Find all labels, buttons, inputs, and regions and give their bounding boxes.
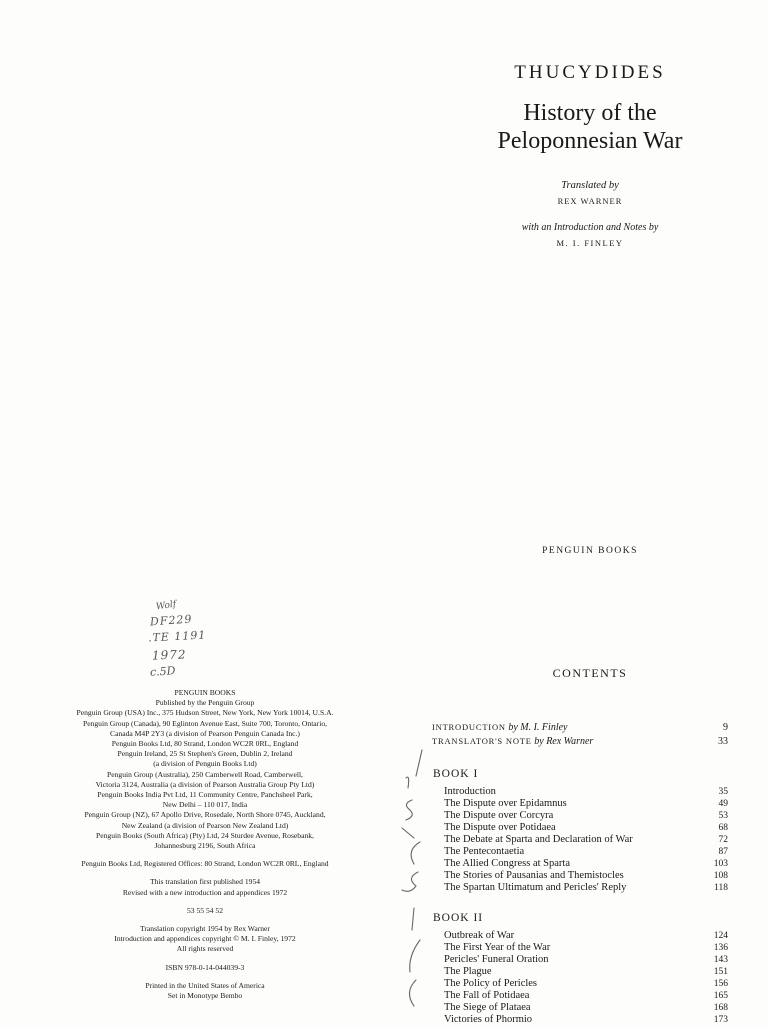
address-line: Penguin Group (NZ), 67 Apollo Drive, Rosedale, North Shore 0745, Auckland, xyxy=(84,810,326,820)
handwritten-note-line3: .TE 1191 xyxy=(147,628,207,645)
chapter-title: The Siege of Plataea xyxy=(444,1002,531,1013)
chapter-page-number: 151 xyxy=(713,967,728,977)
address-line: PENGUIN BOOKS xyxy=(174,688,236,697)
address-line: Published by the Penguin Group xyxy=(155,698,255,708)
chapter-title: The Debate at Sparta and Declaration of War xyxy=(444,834,633,845)
copyright-page xyxy=(30,688,380,1001)
address-line: New Zealand (a division of Pearson New Zealand Ltd) xyxy=(121,820,289,830)
toc-label-rest: by M. I. Finley xyxy=(505,722,568,733)
chapter-title: The Fall of Potidaea xyxy=(444,990,530,1001)
chapter-title: Introduction xyxy=(444,786,496,797)
revised-edition: Revised with a new introduction and appendices 1972 xyxy=(122,887,288,897)
address-line: Victoria 3124, Australia (a division of Pearson Australia Group Pty Ltd) xyxy=(95,779,315,789)
chapter-page-number: 136 xyxy=(713,943,728,953)
chapter-title: Outbreak of War xyxy=(444,930,515,941)
chapter-page-number: 53 xyxy=(718,811,728,821)
address-line: Penguin Group (Australia), 250 Camberwell Road, Camberwell, xyxy=(107,769,303,779)
address-line: New Delhi – 110 017, India xyxy=(162,800,248,810)
toc-chapter-row[interactable] xyxy=(444,798,728,810)
registered-offices: Penguin Books Ltd, Registered Offices: 80 Strand, London WC2R 0RL, England xyxy=(81,859,329,869)
toc-chapter-row[interactable] xyxy=(444,942,728,954)
chapter-page-number: 143 xyxy=(713,955,728,965)
address-line: Johannesburg 2196, South Africa xyxy=(154,841,256,851)
chapter-page-number: 68 xyxy=(718,823,728,833)
author-name: THUCYDIDES xyxy=(514,62,666,83)
intro-copyright: Introduction and appendices copyright © M. I. Finley, 1972 xyxy=(114,934,296,944)
toc-chapter-row[interactable] xyxy=(444,1002,728,1014)
toc-chapter-row[interactable] xyxy=(444,966,728,978)
printing-line: 53 55 54 52 xyxy=(186,905,224,915)
toc-chapter-row[interactable] xyxy=(444,990,728,1002)
address-line: (a division of Penguin Books Ltd) xyxy=(153,759,257,769)
toc-chapter-row[interactable] xyxy=(444,846,728,858)
toc-entry-introduction[interactable] xyxy=(432,722,728,733)
chapter-title: The Dispute over Epidamnus xyxy=(444,798,567,809)
address-line: Penguin Group (Canada), 90 Eglinton Avenue East, Suite 700, Toronto, Ontario, xyxy=(82,718,328,728)
toc-chapter-row[interactable] xyxy=(444,978,728,990)
publisher-addresses xyxy=(30,688,380,851)
toc-chapter-row[interactable] xyxy=(444,822,728,834)
first-published: This translation first published 1954 xyxy=(149,877,261,887)
toc-chapter-row[interactable] xyxy=(444,858,728,870)
chapter-page-number: 49 xyxy=(718,799,728,809)
address-line: Penguin Ireland, 25 St Stephen's Green, Dublin 2, Ireland xyxy=(117,749,293,759)
chapter-page-number: 72 xyxy=(718,835,728,845)
chapter-title: The Plague xyxy=(444,966,492,977)
chapter-title: The Policy of Pericles xyxy=(444,978,538,989)
chapter-title: The Dispute over Potidaea xyxy=(444,822,556,833)
chapter-page-number: 103 xyxy=(713,859,728,869)
toc-page-number: 9 xyxy=(723,722,728,733)
book1-heading: BOOK I xyxy=(433,768,479,780)
address-line: Penguin Books Ltd, 80 Strand, London WC2R 0RL, England xyxy=(111,739,299,749)
chapter-page-number: 124 xyxy=(713,931,728,941)
toc-page-number: 33 xyxy=(718,736,728,747)
chapter-title: The Allied Congress at Sparta xyxy=(444,858,570,869)
book-title-line1: History of the xyxy=(523,100,657,126)
margin-pencil-marks xyxy=(392,744,432,1024)
printed-in: Printed in the United States of America xyxy=(145,980,265,990)
chapter-page-number: 87 xyxy=(718,847,728,857)
address-line: Penguin Books India Pvt Ltd, 11 Community Centre, Panchsheel Park, xyxy=(97,790,313,800)
chapter-page-number: 156 xyxy=(713,979,728,989)
toc-label-caps: INTRODUCTION xyxy=(432,722,506,732)
typeface-note: Set in Monotype Bembo xyxy=(167,991,243,1001)
handwritten-note-line5: c.5D xyxy=(149,664,176,679)
chapter-title: The Spartan Ultimatum and Pericles' Reply xyxy=(444,882,627,893)
translator-name: REX WARNER xyxy=(557,196,623,206)
contents-heading: CONTENTS xyxy=(552,666,628,680)
rights-reserved: All rights reserved xyxy=(176,944,234,954)
handwritten-note-line1: Wolf xyxy=(155,599,177,613)
chapter-page-number: 168 xyxy=(713,1003,728,1013)
chapter-page-number: 165 xyxy=(713,991,728,1001)
book2-heading: BOOK II xyxy=(433,912,484,924)
chapter-title: The Pentecontaetia xyxy=(444,846,525,857)
chapter-page-number: 35 xyxy=(718,787,728,797)
toc-label-caps: TRANSLATOR'S NOTE xyxy=(432,736,532,746)
chapter-title: Pericles' Funeral Oration xyxy=(444,954,549,965)
toc-label-rest: by Rex Warner xyxy=(531,736,594,747)
address-line: Penguin Books (South Africa) (Pty) Ltd, 24 Sturdee Avenue, Rosebank, xyxy=(96,830,314,840)
handwritten-note-line4: 1972 xyxy=(151,647,187,663)
toc-entry-translators-note[interactable] xyxy=(432,736,728,747)
isbn: ISBN 978-0-14-044039-3 xyxy=(165,962,245,972)
chapter-page-number: 108 xyxy=(713,871,728,881)
publisher-imprint: PENGUIN BOOKS xyxy=(542,546,638,556)
translated-by-label: Translated by xyxy=(561,180,619,191)
chapter-page-number: 173 xyxy=(713,1015,728,1025)
intro-notes-label: with an Introduction and Notes by xyxy=(521,222,659,233)
address-line: Penguin Group (USA) Inc., 375 Hudson Street, New York, New York 10014, U.S.A. xyxy=(76,708,334,718)
chapter-title: The First Year of the War xyxy=(444,942,551,953)
chapter-title: Victories of Phormio xyxy=(444,1014,533,1025)
book-title-line2: Peloponnesian War xyxy=(497,128,683,154)
toc-chapter-row[interactable] xyxy=(444,1014,728,1026)
toc-chapter-row[interactable] xyxy=(444,810,728,822)
chapter-title: The Dispute over Corcyra xyxy=(444,810,554,821)
toc-chapter-row[interactable] xyxy=(444,882,728,894)
toc-chapter-row[interactable] xyxy=(444,954,728,966)
translation-copyright: Translation copyright 1954 by Rex Warner xyxy=(140,924,270,934)
handwritten-note-line2: DF229 xyxy=(149,612,193,629)
intro-author-name: M. I. FINLEY xyxy=(556,238,624,248)
chapter-title: The Stories of Pausanias and Themistocles xyxy=(444,870,624,881)
toc-chapter-row[interactable] xyxy=(444,834,728,846)
toc-chapter-row[interactable] xyxy=(444,786,728,798)
toc-chapter-row[interactable] xyxy=(444,930,728,942)
toc-chapter-row[interactable] xyxy=(444,870,728,882)
chapter-page-number: 118 xyxy=(714,883,728,893)
address-line: Canada M4P 2Y3 (a division of Pearson Penguin Canada Inc.) xyxy=(110,728,300,738)
